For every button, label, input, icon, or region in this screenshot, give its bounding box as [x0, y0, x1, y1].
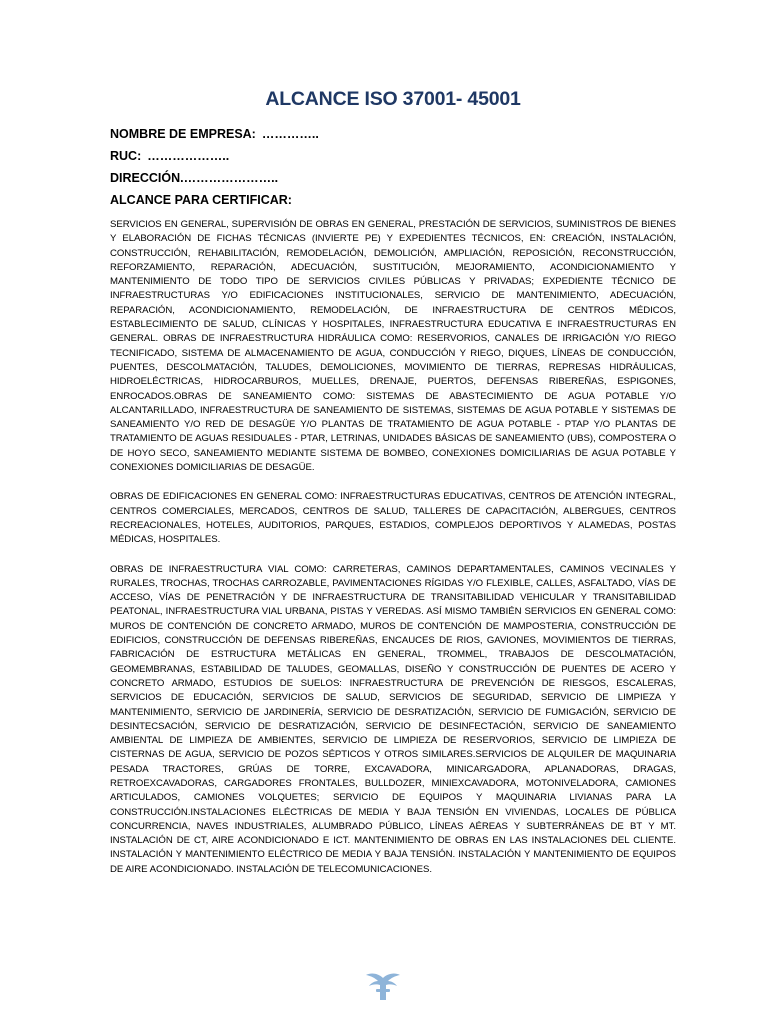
address-label: DIRECCIÓN.………………….. [110, 171, 279, 185]
ruc-field [110, 149, 676, 163]
address-field [110, 171, 676, 185]
company-name-value: ………….. [261, 127, 319, 141]
scope-heading [110, 193, 676, 207]
fleur-logo-icon [362, 970, 404, 1004]
page-title: ALCANCE ISO 37001- 45001 [265, 88, 521, 110]
document-page [110, 88, 676, 892]
company-name-field [110, 127, 676, 141]
scope-heading-label: ALCANCE PARA CERTIFICAR: [110, 193, 292, 207]
scope-paragraph-3: OBRAS DE INFRAESTRUCTURA VIAL COMO: CARRETERAS, CAMINOS DEPARTAMENTALES, CAMINOS VECINALES Y RURALES, TROCHAS, TROCHAS CARROZABLE, PAVIMENTACIONES RÍGIDAS Y/O FLEXIBLE, CALLES, ASFALTADO, VÍAS DE ACCESO, VÍAS DE PENETRACIÓN Y DE INFRAESTRUCTURA DE TRANSITABILIDAD VEHICULAR Y TRANSITABILIDAD PEATONAL, INFRAESTRUCTURA VIAL URBANA, PISTAS Y VEREDAS. ASÍ MISMO TAMBIÉN SERVICIOS EN GENERAL COMO: MUROS DE CONTENCIÓN DE CONCRETO ARMADO, MUROS DE CONTENCIÓN DE MAMPOSTERIA, CONSTRUCCIÓN DE EDIFICIOS, CONSTRUCCIÓN DE DEFENSAS RIBEREÑAS, ENCAUCES DE RIOS, GAVIONES, MOVIMIENTOS DE TIERRAS, FABRICACIÓN DE ESTRUCTURA METÁLICAS EN GENERAL, TROMMEL, TRABAJOS DE DESCOLMATACIÓN, GEOMEMBRANAS, ESTABILIDAD DE TALUDES, GEOMALLAS, DISEÑO Y CONSTRUCCIÓN DE PUENTES DE ACERO Y CONCRETO ARMADO, ESTUDIOS DE SUELOS: INFRAESTRUCTURA DE PREVENCIÓN DE RIESGOS, ESCALERAS, SERVICIOS DE EDUCACIÓN, SERVICIOS DE SALUD, SERVICIOS DE SEGURIDAD, SERVICIO DE LIMPIEZA Y MANTENIMIENTO, SERVICIO DE JARDINERÍA, SERVICIO DE DESRATIZACIÓN, SERVICIO DE FUMIGACIÓN, SERVICIO DE DESINTECSACIÓN, SERVICIO DE DESRATIZACIÓN, SERVICIO DE DESINFECTACIÓN, SERVICIO DE SANEAMIENTO AMBIENTAL DE LIMPIEZA DE AMBIENTES, SERVICIO DE LIMPIEZA DE RESERVORIOS, SERVICIO DE LIMPIEZA DE CISTERNAS DE AGUA, SERVICIO DE POZOS SÉPTICOS Y OTROS SIMILARES.SERVICIOS DE ALQUILER DE MAQUINARIA PESADA TRACTORES, GRÚAS DE TORRE, EXCAVADORA, MINICARGADORA, APLANADORAS, DRAGAS, RETROEXCAVADORAS, CARGADORES FRONTALES, BULLDOZER, MINIEXCAVADORA, MOTONIVELADORA, CAMIONES ARTICULADOS, CAMIONES VOLQUETES; SERVICIO DE EQUIPOS Y MAQUINARIA LIVIANAS PARA LA CONSTRUCCIÓN.INSTALACIONES ELÉCTRICAS DE MEDIA Y BAJA TENSIÓN EN VIVIENDAS, LOCALES DE PÚBLICA CONCURRENCIA, NAVES INDUSTRIALES, ALUMBRADO PÚBLICO, LÍNEAS AÉREAS Y SUBTERRÁNEAS DE BT Y MT. INSTALACIÓN DE CT, AIRE ACONDICIONADO E ICT. MANTENIMIENTO DE OBRAS EN LAS INSTALACIONES DEL CLIENTE. INSTALACIÓN Y MANTENIMIENTO ELÉCTRICO DE MEDIA Y BAJA TENSIÓN. INSTALACIÓN Y MANTENIMIENTO DE EQUIPOS DE AIRE ACONDICIONADO. INSTALACIÓN DE TELECOMUNICACIONES. [110, 563, 676, 875]
ruc-label: RUC: [110, 149, 142, 163]
company-name-label: NOMBRE DE EMPRESA: [110, 127, 256, 141]
ruc-value: ……………….. [147, 149, 230, 163]
scope-paragraph-2: OBRAS DE EDIFICACIONES EN GENERAL COMO: INFRAESTRUCTURAS EDUCATIVAS, CENTROS DE ATENCIÓN INTEGRAL, CENTROS COMERCIALES, MERCADOS, CENTROS DE SALUD, TALLERES DE CAPACITACIÓN, ALBERGUES, CENTROS RECREACIONALES, HOTELES, AUDITORIOS, PARQUES, ESTADIOS, COMPLEJOS DEPORTIVOS Y ALAMEDAS, POSTAS MÉDICAS, HOSPITALES. [110, 491, 676, 546]
scope-paragraph-1: SERVICIOS EN GENERAL, SUPERVISIÓN DE OBRAS EN GENERAL, PRESTACIÓN DE SERVICIOS, SUMINISTROS DE BIENES Y ELABORACIÓN DE FICHAS TÉCNICAS (INVIERTE PE) Y EXPEDIENTES TÉCNICOS, EN: CREACIÓN, INSTALACIÓN, CONSTRUCCIÓN, REHABILITACIÓN, REMODELACIÓN, DEMOLICIÓN, AMPLIACIÓN, REPOSICIÓN, RECONSTRUCCIÓN, REFORZAMIENTO, REPARACIÓN, ADECUACIÓN, SUSTITUCIÓN, MEJORAMIENTO, ACONDICIONAMIENTO Y MANTENIMIENTO DE TODO TIPO DE SERVICIOS CIVILES PÚBLICAS Y PRIVADAS; EXPEDIENTE TÉCNICO DE INFRAESTRUCTURAS Y/O EDIFICACIONES INSTITUCIONALES, SERVICIO DE MANTENIMIENTO, ADECUACIÓN, REPARACIÓN, ACONDICIONAMIENTO, REMODELACIÓN, DE INFRAESTRUCTURA DE CENTROS MÉDICOS, ESTABLECIMIENTO DE SALUD, CLÍNICAS Y HOSPITALES, INFRAESTRUCTURA EDUCATIVA E INFRAESTRUCTURAS EN GENERAL. OBRAS DE INFRAESTRUCTURA HIDRÁULICA COMO: RESERVORIOS, CANALES DE IRRIGACIÓN Y/O RIEGO TECNIFICADO, SISTEMA DE ALMACENAMIENTO DE AGUA, CONDUCCIÓN Y RIEGO, DIQUES, LÍNEAS DE CONDUCCIÓN, PUENTES, DESCOLMATACIÓN, TALUDES, DEMOLICIONES, MOVIMIENTO DE TIERRAS, REPRESAS HIDRÁULICAS, HIDROELÉCTRICAS, HIDROCARBUROS, MUELLES, DRENAJE, PUERTOS, DEFENSAS RIBEREÑAS, ESPIGONES, ENROCADOS.OBRAS DE SANEAMIENTO COMO: SISTEMAS DE ABASTECIMIENTO DE AGUA POTABLE Y/O ALCANTARILLADO, INFRAESTRUCTURA DE SANEAMIENTO DE SISTEMAS, SISTEMAS DE AGUA POTABLE Y SISTEMAS DE SANEAMIENTO Y/O RED DE DESAGÜE Y/O PLANTAS DE TRATAMIENTO DE AGUA POTABLE - PTAP Y/O PLANTAS DE TRATAMIENTO DE AGUAS RESIDUALES - PTAR, LETRINAS, UNIDADES BÁSICAS DE SANEAMIENTO (UBS), COMPOSTERA O DE HOYO SECO, SANEAMIENTO MEDIANTE SISTEMA DE BOMBEO, CONEXIONES DOMICILIARIAS DE AGUA POTABLE Y CONEXIONES DOMICILIARIAS DE DESAGÜE. [110, 219, 676, 474]
